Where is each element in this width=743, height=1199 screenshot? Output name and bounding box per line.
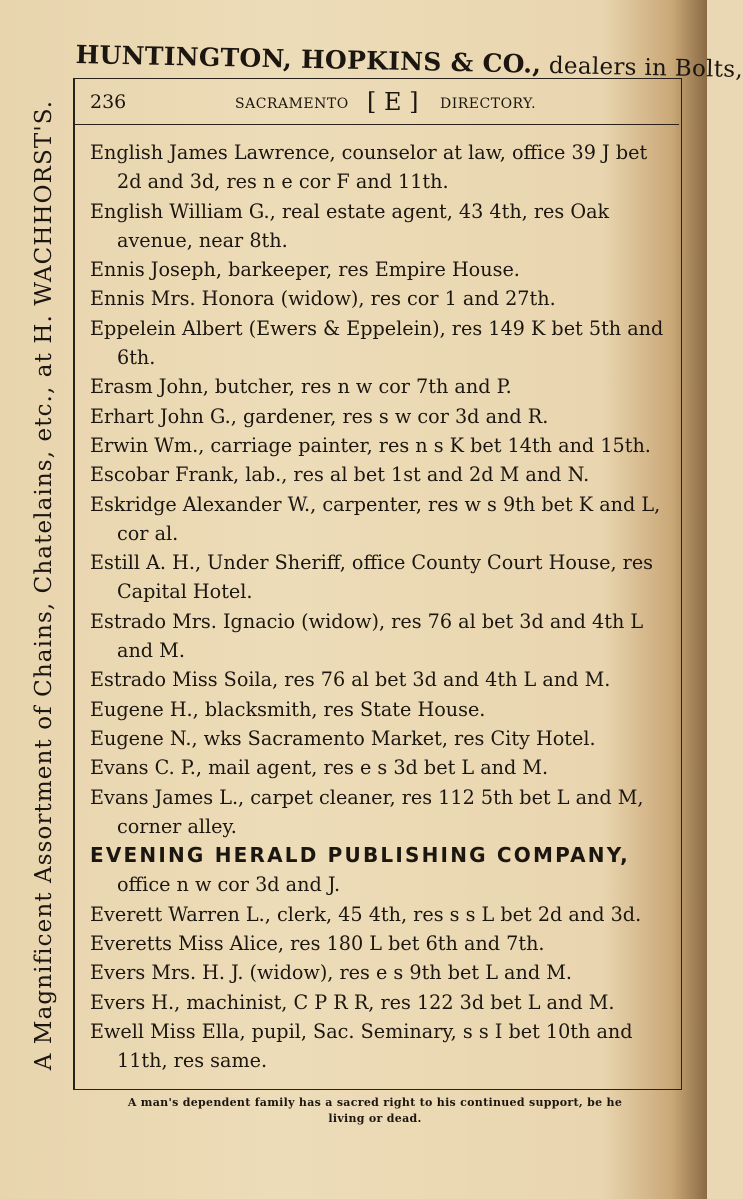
side-advert: A Magnificent Assortment of Chains, Chatelains, etc., at H. WACHHORST'S. [31, 99, 57, 1071]
page-number: 236 [90, 91, 127, 113]
entry-name: Ennis Joseph, [90, 258, 222, 282]
entry-detail: gardener, res s w cor 3d and R. [236, 404, 549, 428]
entry-detail: machinist, C P R R, res 122 3d bet L and M. [180, 990, 615, 1014]
entry-detail: (widow), res e s 9th bet L and M. [243, 961, 572, 985]
running-head-word: DIRECTORY. [440, 96, 537, 112]
list-item [90, 197, 670, 256]
footer-line-2: living or dead. [328, 1112, 422, 1125]
entry-name: EVENING HERALD PUBLISHING COMPANY, [90, 843, 630, 868]
list-item [90, 988, 670, 1017]
list-item [90, 138, 670, 197]
entry-detail: res 180 L bet 6th and 7th. [284, 932, 545, 956]
entry-name: Ewell Miss Ella, [90, 1019, 246, 1043]
entry-name: English William G., [90, 199, 276, 223]
list-item [90, 783, 670, 842]
entry-name: Eppelein Albert [90, 316, 243, 340]
list-item [90, 548, 670, 607]
entry-name: Eskridge Alexander W., [90, 492, 317, 516]
entry-name: Everett Warren L., [90, 902, 271, 926]
banner-tail: dealers in Bolts, [541, 52, 743, 83]
entry-name: Erhart John G., [90, 404, 237, 428]
list-item [90, 724, 670, 753]
list-item [90, 402, 670, 431]
banner-firm: HUNTINGTON, HOPKINS & CO., [75, 40, 542, 79]
list-item [90, 255, 670, 284]
entry-detail: clerk, 45 4th, res s s L bet 2d and 3d. [270, 902, 642, 926]
entry-name: Ennis Mrs. Honora [90, 287, 275, 311]
list-item-company [90, 841, 670, 900]
list-item [90, 958, 670, 987]
entry-name: Everetts Miss Alice, [90, 932, 285, 956]
entry-name: Evans C. P., [90, 756, 203, 780]
entry-name: Escobar Frank, [90, 463, 240, 487]
running-head-city: SACRAMENTO [235, 96, 349, 112]
entry-detail: office n w cor 3d and J. [117, 873, 341, 897]
list-item [90, 372, 670, 401]
entry-name: Eugene H., [90, 697, 199, 721]
directory-listing [90, 138, 670, 1076]
entry-detail: counselor at law, office 39 J bet 2d and 3d, res n e cor F and 11th. [117, 141, 648, 194]
list-item [90, 431, 670, 460]
entry-detail: carpenter, res w s 9th bet K and L, cor al. [117, 492, 661, 545]
entry-name: Erwin Wm., [90, 433, 205, 457]
entry-detail: carriage painter, res n s K bet 14th and 15th. [204, 433, 651, 457]
entry-name: Erasm John, [90, 375, 209, 399]
entry-detail: lab., res al bet 1st and 2d M and N. [239, 463, 590, 487]
entry-detail: (widow), res 76 al bet 3d and 4th L and M. [117, 609, 644, 663]
header-rule [75, 124, 679, 125]
entry-detail: mail agent, res e s 3d bet L and M. [202, 756, 549, 780]
entry-name: Evers H., [90, 990, 181, 1014]
footer-line-1: A man's dependent family has a sacred right to his continued support, be he [127, 1096, 623, 1109]
list-item [90, 1017, 670, 1076]
entry-detail: Under Sheriff, office County Court House, res Capital Hotel. [117, 551, 654, 604]
running-head [90, 88, 670, 120]
list-item [90, 900, 670, 929]
entry-detail: wks Sacramento Market, res City Hotel. [197, 726, 596, 750]
list-item [90, 695, 670, 724]
entry-name: Evers Mrs. H. J. [90, 961, 244, 985]
entry-name: Estill A. H., [90, 551, 202, 575]
entry-detail: (Ewers & Eppelein), res 149 K bet 5th and 6th. [117, 316, 664, 370]
entry-detail: res 76 al bet 3d and 4th L and M. [278, 668, 611, 692]
entry-name: Estrado Miss Soila, [90, 668, 279, 692]
list-item [90, 929, 670, 958]
entry-name: Eugene N., [90, 726, 198, 750]
entry-name: English James Lawrence, [90, 141, 336, 164]
list-item [90, 607, 670, 666]
list-item [90, 753, 670, 782]
entry-name: Estrado Mrs. Ignacio [90, 609, 296, 633]
entry-detail: butcher, res n w cor 7th and P. [208, 375, 512, 399]
footer-motto [75, 1095, 675, 1127]
list-item [90, 284, 670, 313]
section-letter: [ E ] [367, 88, 419, 116]
entry-detail: pupil, Sac. Seminary, s s I bet 10th and 11th, res same. [117, 1019, 633, 1073]
entry-detail: barkeeper, res Empire House. [222, 258, 520, 282]
entry-detail: real estate agent, 43 4th, res Oak avenue, near 8th. [117, 199, 610, 252]
list-item [90, 314, 670, 373]
entry-detail: (widow), res cor 1 and 27th. [274, 287, 556, 311]
entry-detail: blacksmith, res State House. [198, 697, 486, 721]
list-item [90, 490, 670, 549]
list-item [90, 460, 670, 489]
entry-name: Evans James L., [90, 785, 245, 809]
entry-detail: carpet cleaner, res 112 5th bet L and M, corner alley. [117, 785, 644, 838]
list-item [90, 665, 670, 694]
